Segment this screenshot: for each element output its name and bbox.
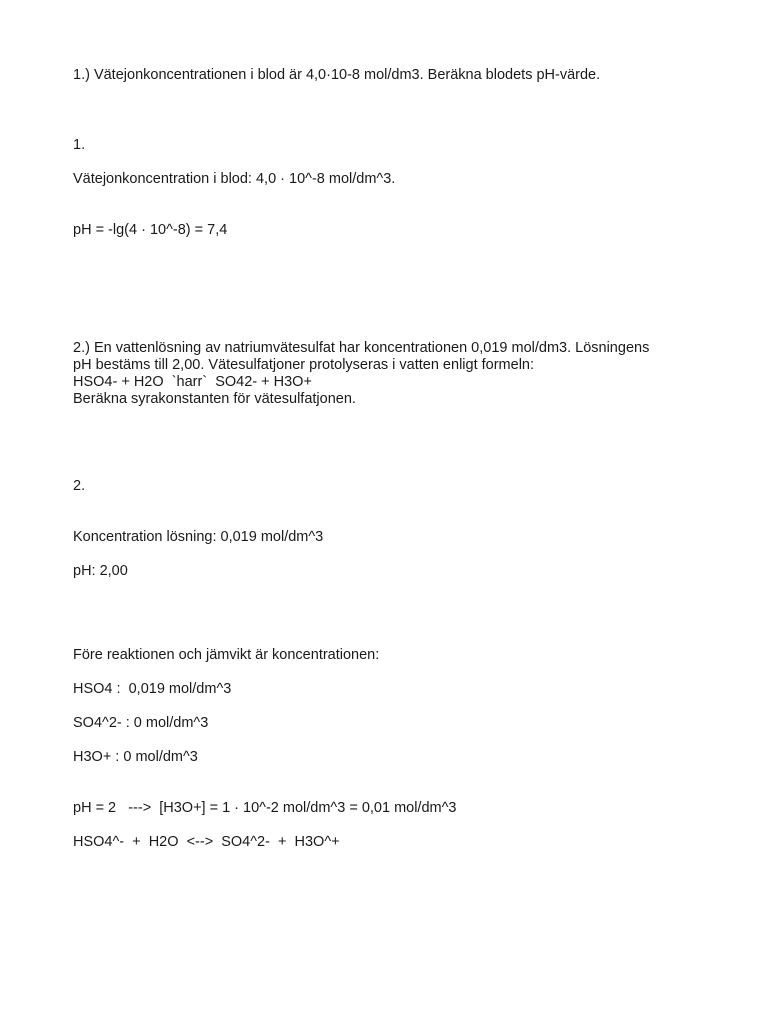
question-2-line-2: pH bestäms till 2,00. Vätesulfatjoner protolyseras i vatten enligt formeln: bbox=[73, 357, 535, 373]
question-2 bbox=[73, 340, 713, 408]
question-2-line-3: HSO4- + H2O `harr` SO42- + H3O+ bbox=[73, 374, 312, 390]
answer-2-before-text: Före reaktionen och jämvikt är koncentrationen: bbox=[73, 647, 380, 663]
answer-2-so4: SO4^2- : 0 mol/dm^3 bbox=[73, 715, 209, 731]
answer-1-given: Vätejonkoncentration i blod: 4,0 · 10^-8 mol/dm^3. bbox=[73, 171, 396, 187]
answer-2-concentration: Koncentration lösning: 0,019 mol/dm^3 bbox=[73, 529, 324, 545]
answer-2-ph: pH: 2,00 bbox=[73, 563, 128, 579]
question-2-line-1: 2.) En vattenlösning av natriumvätesulfat har koncentrationen 0,019 mol/dm3. Lösningens bbox=[73, 340, 650, 356]
question-2-line-4: Beräkna syrakonstanten för vätesulfatjonen. bbox=[73, 391, 356, 407]
answer-2-equation: HSO4^- + H2O <--> SO4^2- + H3O^+ bbox=[73, 834, 340, 850]
answer-1-calculation: pH = -lg(4 · 10^-8) = 7,4 bbox=[73, 222, 228, 238]
answer-2-ph-calculation: pH = 2 ---> [H3O+] = 1 · 10^-2 mol/dm^3 = 0,01 mol/dm^3 bbox=[73, 800, 457, 816]
answer-1-number: 1. bbox=[73, 137, 86, 153]
answer-2-hso4: HSO4 : 0,019 mol/dm^3 bbox=[73, 681, 232, 697]
answer-2-h3o: H3O+ : 0 mol/dm^3 bbox=[73, 749, 198, 765]
answer-2-number: 2. bbox=[73, 478, 86, 494]
question-1: 1.) Vätejonkoncentrationen i blod är 4,0·10-8 mol/dm3. Beräkna blodets pH-värde. bbox=[73, 67, 601, 83]
